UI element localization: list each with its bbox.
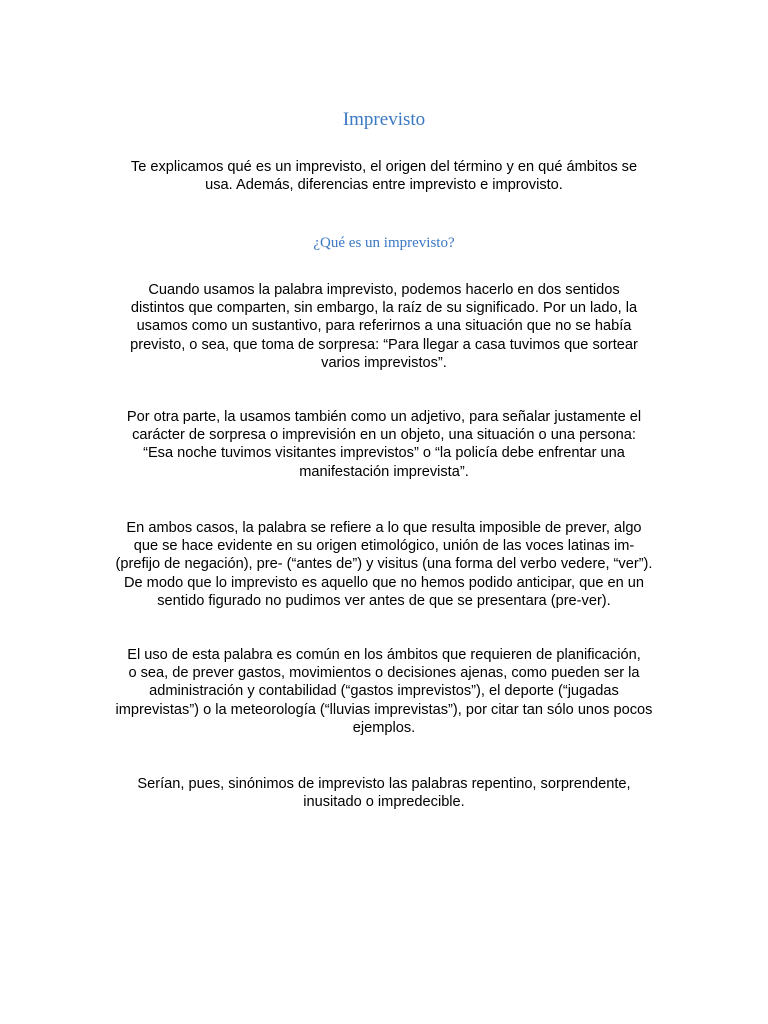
document-title: Imprevisto (342, 109, 426, 130)
body-paragraph-1: Cuando usamos la palabra imprevisto, podemos hacerlo en dos sentidos distintos que comparten, sin embargo, la raíz de su significado. Por un lado, la usamos como un sustantivo, para referirnos a una situación que no se había previsto, o sea, que toma de sorpresa: “Para llegar a casa tuvimos que sortear varios imprevistos”. (130, 282, 638, 371)
intro-paragraph: Te explicamos qué es un imprevisto, el origen del término y en qué ámbitos se usa. Además, diferencias entre imprevisto e improvisto. (130, 159, 638, 194)
body-paragraph-5: Serían, pues, sinónimos de imprevisto las palabras repentino, sorprendente, inusitado o impredecible. (137, 776, 631, 811)
section-heading: ¿Qué es un imprevisto? (313, 235, 455, 251)
body-paragraph-4: El uso de esta palabra es común en los ámbitos que requieren de planificación, o sea, de prever gastos, movimientos o decisiones ajenas, como pueden ser la administración y contabilidad (“gastos imprevistos”), el deporte (“jugadas imprevistas”) o la meteorología (“lluvias imprevistas”), por citar tan sólo unos pocos ejemplos. (115, 647, 653, 736)
body-paragraph-2: Por otra parte, la usamos también como un adjetivo, para señalar justamente el carácter de sorpresa o imprevisión en un objeto, una situación o una persona: “Esa noche tuvimos visitantes imprevistos” o “la policía debe enfrentar una manifestación imprevista”. (126, 409, 642, 480)
body-paragraph-3: En ambos casos, la palabra se refiere a lo que resulta imposible de prever, algo que se hace evidente en su origen etimológico, unión de las voces latinas im- (prefijo de negación), pre- (“antes de”) y visitus (una forma del verbo vedere, “ver”). De modo que lo imprevisto es aquello que no hemos podido anticipar, que en un sentido figurado no pudimos ver antes de que se presentara (pre-ver). (115, 520, 653, 609)
